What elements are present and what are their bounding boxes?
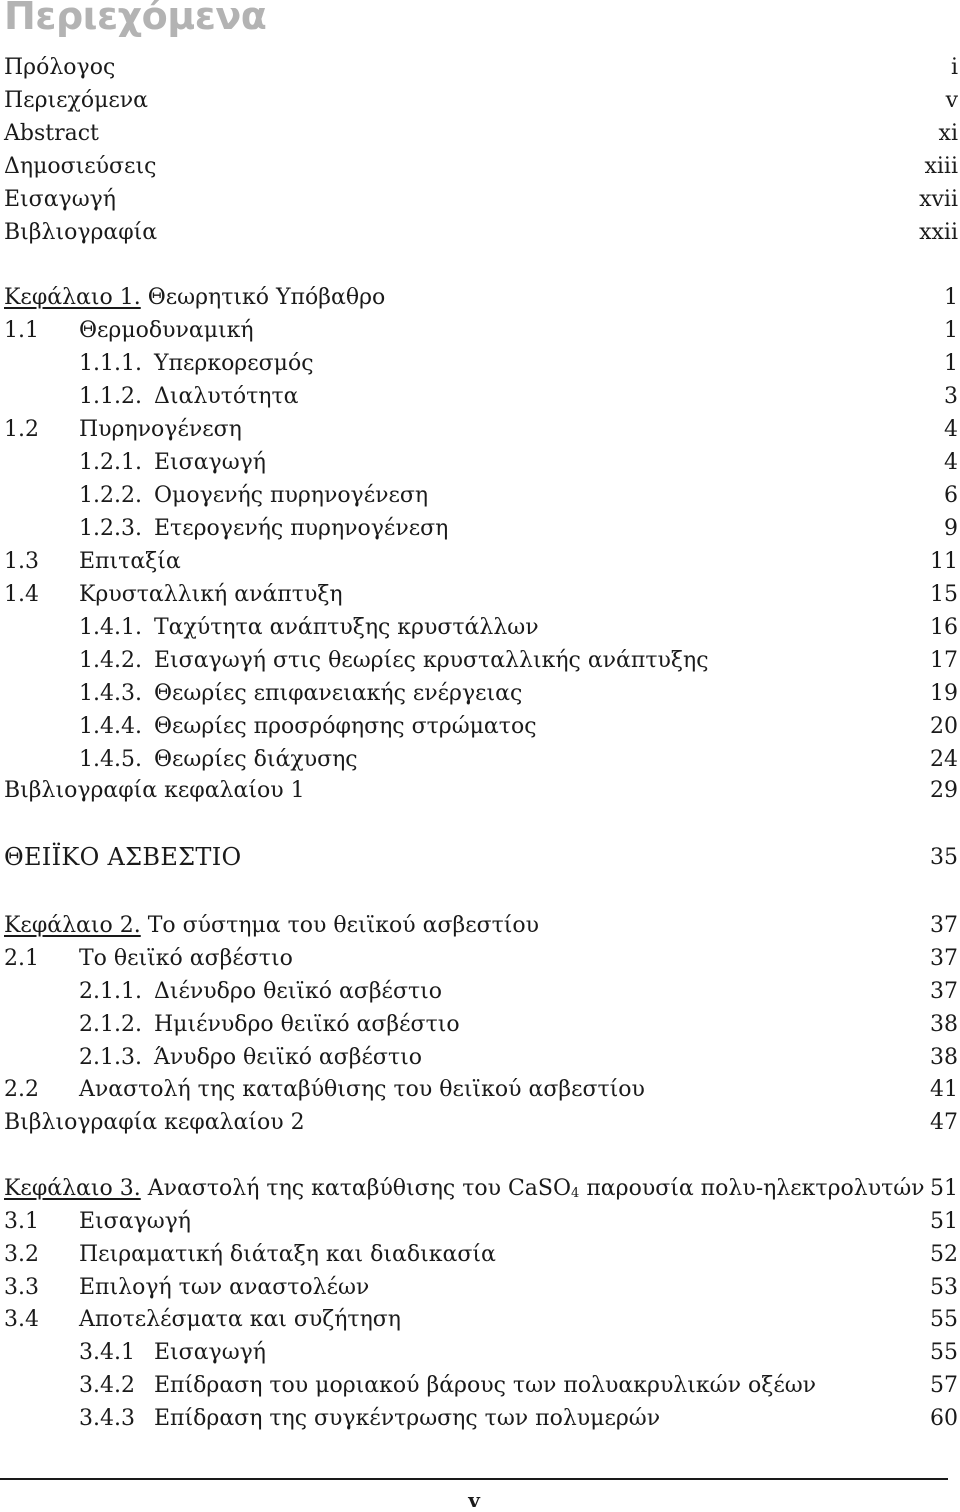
- section-title: Θεωρίες προσρόφησης στρώματος: [154, 714, 537, 739]
- section-title: Ομογενής πυρηνογένεση: [154, 483, 429, 508]
- toc-section[interactable]: [0, 942, 960, 975]
- section-number: 3.3: [4, 1275, 39, 1300]
- section-number: 2.1: [4, 946, 39, 971]
- section-title: Το θειϊκό ασβέστιο: [79, 946, 293, 971]
- section-title: Εισαγωγή: [154, 450, 266, 475]
- section-number: 3.4: [4, 1307, 39, 1332]
- entry-page: 1: [944, 285, 958, 310]
- section-number: 3.4.2: [79, 1373, 135, 1398]
- section-title: Ετερογενής πυρηνογένεση: [154, 516, 449, 541]
- toc-subsection[interactable]: [0, 1402, 960, 1435]
- toc-subsection[interactable]: [0, 1041, 960, 1074]
- toc-section[interactable]: [0, 1205, 960, 1238]
- entry-page: xiii: [924, 154, 958, 179]
- chapter-title: Το σύστημα του θειϊκού ασβεστίου: [147, 913, 540, 938]
- section-number: 1.4.5.: [79, 747, 142, 772]
- entry-page: 6: [944, 483, 958, 508]
- toc-chapter-1[interactable]: [0, 281, 960, 314]
- section-number: 2.1.2.: [79, 1012, 142, 1037]
- section-number: 3.4.3: [79, 1406, 135, 1431]
- chapter-label: Κεφάλαιο 3.: [4, 1176, 141, 1201]
- entry-page: 9: [944, 516, 958, 541]
- section-number: 3.4.1: [79, 1340, 135, 1365]
- toc-subsection[interactable]: [0, 1369, 960, 1402]
- toc-section[interactable]: [0, 1271, 960, 1304]
- entry-page: 29: [930, 778, 958, 803]
- section-title: Θεωρίες επιφανειακής ενέργειας: [154, 681, 523, 706]
- toc-subsection[interactable]: [0, 479, 960, 512]
- section-number: 1.1.2.: [79, 384, 142, 409]
- entry-page: 35: [930, 845, 958, 870]
- section-title: Θεωρίες διάχυσης: [154, 747, 358, 772]
- entry-page: 52: [930, 1242, 958, 1267]
- section-title: Θερμοδυναμική: [79, 318, 254, 343]
- entry-page: 51: [930, 1176, 958, 1201]
- toc-section[interactable]: [0, 578, 960, 611]
- entry-page: 47: [930, 1110, 958, 1135]
- entry-page: 16: [930, 615, 958, 640]
- toc-subsection[interactable]: [0, 677, 960, 710]
- entry-page: 3: [944, 384, 958, 409]
- chapter-label: Κεφάλαιο 2.: [4, 913, 141, 938]
- toc-bibliography[interactable]: [0, 774, 960, 807]
- toc-subsection[interactable]: [0, 380, 960, 413]
- section-number: 2.2: [4, 1077, 39, 1102]
- entry-text: Πρόλογος: [4, 55, 116, 80]
- page-title: Περιεχόμενα: [4, 0, 267, 38]
- section-title: Επιταξία: [79, 549, 181, 574]
- entry-page: 53: [930, 1275, 958, 1300]
- entry-page: 37: [930, 913, 958, 938]
- entry-text: Βιβλιογραφία κεφαλαίου 1: [4, 778, 305, 803]
- entry-page: 38: [930, 1045, 958, 1070]
- toc-subsection[interactable]: [0, 743, 960, 776]
- section-title: Ημιένυδρο θειϊκό ασβέστιο: [154, 1012, 460, 1037]
- entry-page: 55: [930, 1340, 958, 1365]
- entry-page: 4: [944, 450, 958, 475]
- section-title: Επίδραση του μοριακού βάρους των πολυακρυλικών οξέων: [154, 1373, 817, 1398]
- section-number: 1.4: [4, 582, 39, 607]
- entry-page: 55: [930, 1307, 958, 1332]
- toc-chapter-2[interactable]: [0, 909, 960, 942]
- section-title: Εισαγωγή: [154, 1340, 266, 1365]
- toc-chapter-3[interactable]: [0, 1172, 960, 1205]
- section-number: 1.1.1.: [79, 351, 142, 376]
- chapter-title: Αναστολή της καταβύθισης του CaSO4 παρουσία πολυ-ηλεκτρολυτών: [147, 1176, 925, 1201]
- chapter-title: Θεωρητικό Υπόβαθρο: [147, 285, 386, 310]
- section-number: 1.4.4.: [79, 714, 142, 739]
- section-title: Διένυδρο θειϊκό ασβέστιο: [154, 979, 443, 1004]
- section-number: 1.1: [4, 318, 39, 343]
- entry-page: i: [950, 55, 958, 80]
- entry-text: Βιβλιογραφία κεφαλαίου 2: [4, 1110, 305, 1135]
- toc-subsection[interactable]: [0, 611, 960, 644]
- entry-page: xvii: [919, 187, 958, 212]
- section-title: Πυρηνογένεση: [79, 417, 242, 442]
- entry-page: 19: [930, 681, 958, 706]
- section-title: Εισαγωγή στις θεωρίες κρυσταλλικής ανάπτυξης: [154, 648, 709, 673]
- toc-subsection[interactable]: [0, 446, 960, 479]
- section-title: Αναστολή της καταβύθισης του θειϊκού ασβεστίου: [79, 1077, 645, 1102]
- toc-entry-front[interactable]: [0, 84, 960, 117]
- section-title: Αποτελέσματα και συζήτηση: [79, 1307, 401, 1332]
- section-title: Επιλογή των αναστολέων: [79, 1275, 370, 1300]
- entry-page: v: [945, 88, 958, 113]
- entry-page: 41: [930, 1077, 958, 1102]
- section-number: 1.2.1.: [79, 450, 142, 475]
- section-title: Κρυσταλλική ανάπτυξη: [79, 582, 343, 607]
- toc-section[interactable]: [0, 1238, 960, 1271]
- section-title: Πειραματική διάταξη και διαδικασία: [79, 1242, 496, 1267]
- footer-page-number: v: [468, 1488, 480, 1512]
- toc-section[interactable]: [0, 1303, 960, 1336]
- entry-page: 4: [944, 417, 958, 442]
- entry-page: 20: [930, 714, 958, 739]
- section-number: 1.2: [4, 417, 39, 442]
- entry-page: 38: [930, 1012, 958, 1037]
- section-title: Διαλυτότητα: [154, 384, 299, 409]
- section-number: 1.2.3.: [79, 516, 142, 541]
- toc-entry-front[interactable]: [0, 117, 960, 150]
- section-number: 1.4.2.: [79, 648, 142, 673]
- toc-subsection[interactable]: [0, 512, 960, 545]
- entry-page: 11: [930, 549, 958, 574]
- toc-section[interactable]: [0, 413, 960, 446]
- toc-subsection[interactable]: [0, 1336, 960, 1369]
- entry-page: 17: [930, 648, 958, 673]
- section-number: 1.4.3.: [79, 681, 142, 706]
- chapter-label: Κεφάλαιο 1.: [4, 285, 141, 310]
- section-number: 1.2.2.: [79, 483, 142, 508]
- entry-page: 37: [930, 946, 958, 971]
- section-number: 3.1: [4, 1209, 39, 1234]
- entry-page: 37: [930, 979, 958, 1004]
- footer-rule: [0, 1478, 948, 1480]
- entry-page: xxii: [919, 220, 958, 245]
- section-number: 1.3: [4, 549, 39, 574]
- entry-page: 57: [930, 1373, 958, 1398]
- entry-page: xi: [938, 121, 958, 146]
- toc-entry-front[interactable]: [0, 51, 960, 84]
- toc-section[interactable]: [0, 1073, 960, 1106]
- toc-entry-front[interactable]: [0, 150, 960, 183]
- entry-page: 24: [930, 747, 958, 772]
- section-title: Άνυδρο θειϊκό ασβέστιο: [154, 1045, 422, 1070]
- toc-subsection[interactable]: [0, 347, 960, 380]
- toc-subsection[interactable]: [0, 644, 960, 677]
- toc-bibliography[interactable]: [0, 1106, 960, 1139]
- toc-entry-front[interactable]: [0, 216, 960, 249]
- section-number: 1.4.1.: [79, 615, 142, 640]
- toc-entry-front[interactable]: [0, 183, 960, 216]
- toc-section[interactable]: [0, 314, 960, 347]
- toc-subsection[interactable]: [0, 1008, 960, 1041]
- section-number: 2.1.1.: [79, 979, 142, 1004]
- toc-subsection[interactable]: [0, 710, 960, 743]
- toc-part-heading[interactable]: [0, 841, 960, 874]
- entry-text: Βιβλιογραφία: [4, 220, 158, 245]
- section-number: 2.1.3.: [79, 1045, 142, 1070]
- toc-section[interactable]: [0, 545, 960, 578]
- entry-text: Abstract: [4, 121, 99, 146]
- section-title: Επίδραση της συγκέντρωσης των πολυμερών: [154, 1406, 661, 1431]
- entry-text: Περιεχόμενα: [4, 88, 149, 113]
- entry-page: 60: [930, 1406, 958, 1431]
- entry-page: 51: [930, 1209, 958, 1234]
- section-title: Εισαγωγή: [79, 1209, 191, 1234]
- part-title: ΘΕΙΪΚΟ ΑΣΒΕΣΤΙΟ: [4, 843, 242, 871]
- entry-page: 1: [944, 351, 958, 376]
- entry-text: Εισαγωγή: [4, 187, 116, 212]
- section-number: 3.2: [4, 1242, 39, 1267]
- section-title: Ταχύτητα ανάπτυξης κρυστάλλων: [154, 615, 539, 640]
- entry-page: 1: [944, 318, 958, 343]
- entry-page: 15: [930, 582, 958, 607]
- toc-subsection[interactable]: [0, 975, 960, 1008]
- section-title: Υπερκορεσμός: [154, 351, 314, 376]
- entry-text: Δημοσιεύσεις: [4, 154, 157, 179]
